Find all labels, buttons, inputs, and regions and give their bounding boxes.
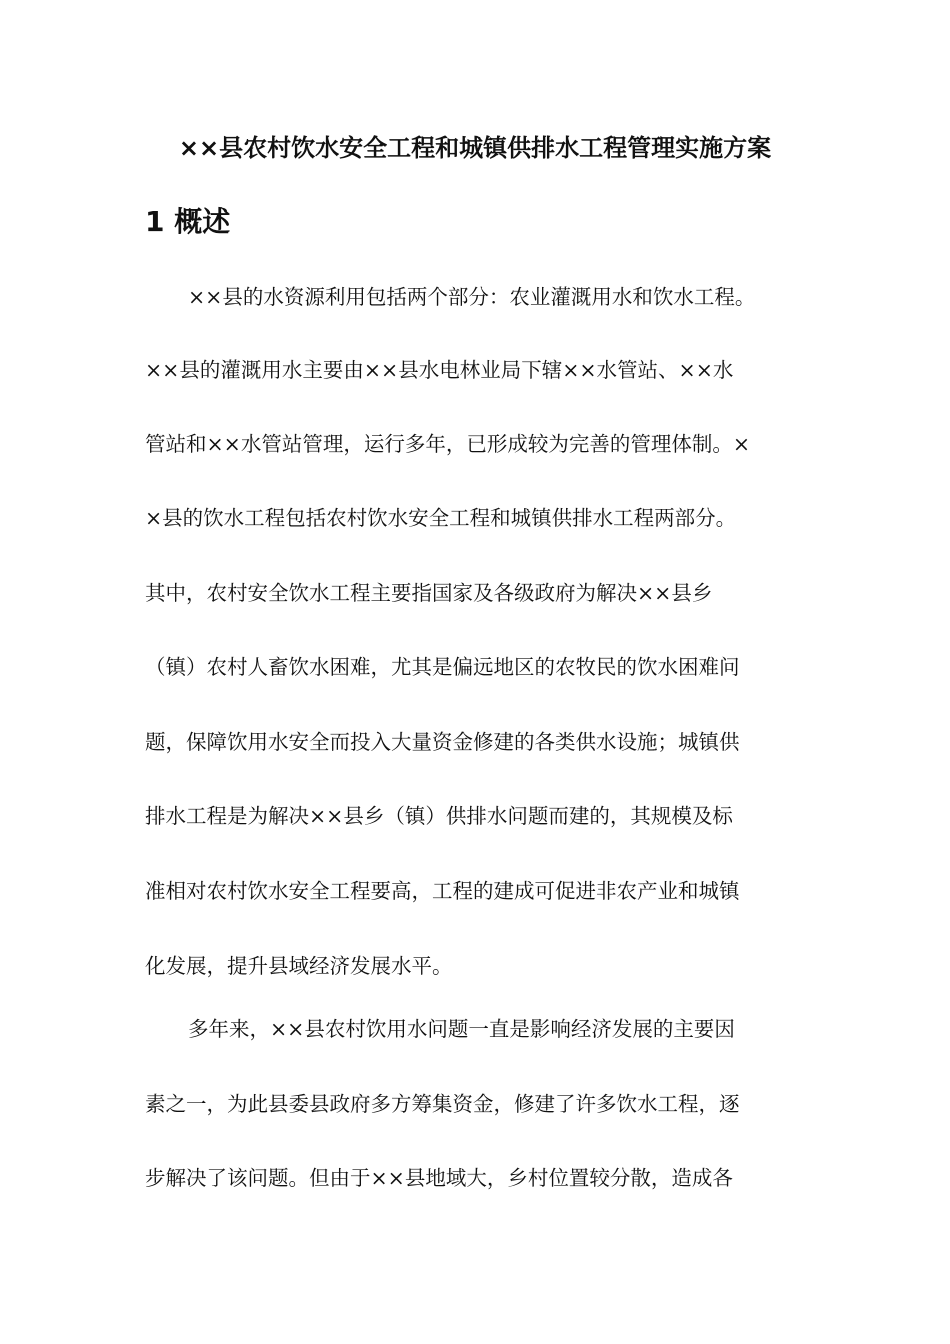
paragraph-line: 步解决了该问题。但由于××县地域大，乡村位置较分散，造成各 <box>145 1166 733 1190</box>
section-heading: 1 概述 <box>145 205 231 238</box>
paragraph-line: 排水工程是为解决××县乡（镇）供排水问题而建的，其规模及标 <box>145 804 733 828</box>
paragraph-line: 其中，农村安全饮水工程主要指国家及各级政府为解决××县乡 <box>145 581 713 605</box>
paragraph-line: 素之一，为此县委县政府多方筹集资金，修建了许多饮水工程，逐 <box>145 1092 740 1116</box>
document-title: ××县农村饮水安全工程和城镇供排水工程管理实施方案 <box>178 134 772 162</box>
paragraph-line: ××县的灌溉用水主要由××县水电林业局下辖××水管站、××水 <box>145 358 734 382</box>
paragraph-line: 多年来，××县农村饮用水问题一直是影响经济发展的主要因 <box>188 1017 735 1041</box>
paragraph-line: 管站和××水管站管理，运行多年，已形成较为完善的管理体制。× <box>145 432 751 456</box>
paragraph-line: ×县的饮水工程包括农村饮水安全工程和城镇供排水工程两部分。 <box>145 506 737 530</box>
paragraph-line: 化发展，提升县域经济发展水平。 <box>145 954 453 978</box>
paragraph-line: 准相对农村饮水安全工程要高，工程的建成可促进非农产业和城镇 <box>145 879 740 903</box>
paragraph-line: ××县的水资源利用包括两个部分：农业灌溉用水和饮水工程。 <box>188 285 756 309</box>
paragraph-line: （镇）农村人畜饮水困难，尤其是偏远地区的农牧民的饮水困难问 <box>145 655 740 679</box>
paragraph-line: 题，保障饮用水安全而投入大量资金修建的各类供水设施；城镇供 <box>145 730 740 754</box>
